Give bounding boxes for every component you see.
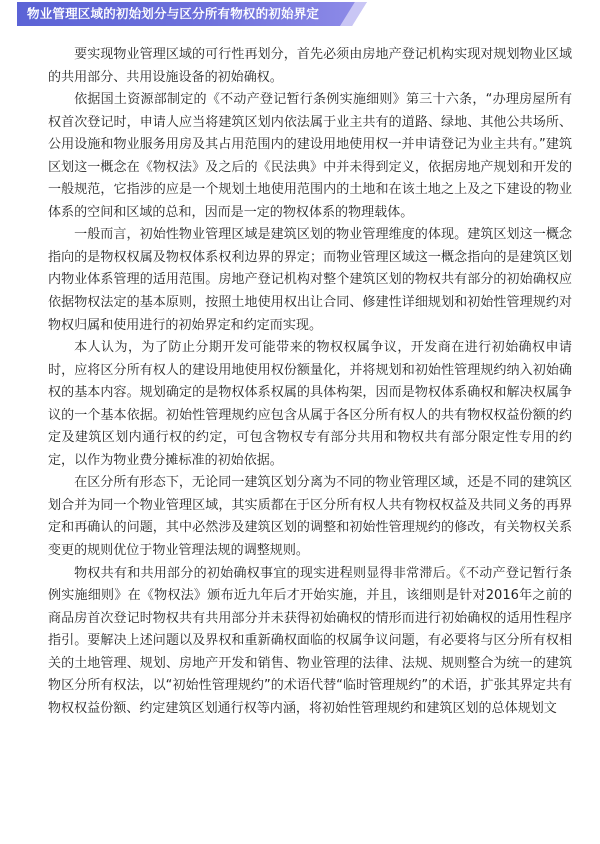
paragraph-intro: 要实现物业管理区域的可行性再划分，首先必须由房地产登记机构实现对规划物业区域的共用部分、共用设施设备的初始确权。 [48, 47, 572, 85]
article-body [48, 44, 572, 720]
paragraph-regulation: 依据国土资源部制定的《不动产登记暂行条例实施细则》第三十六条，“办理房屋所有权首次登记时，申请人应当将建筑区划内依法属于业主共有的道路、绿地、其他公共场所、公用设施和物业服务用房及其占用范围内的建设用地使用权一并申请登记为业主共有。”建筑区划这一概念在《物权法》及之后的《民法典》中并未得到定义，依据房地产规划和开发的一般规范，它指涉的应是一个规划土地使用范围内的土地和在该土地之上及之下建设的物业体系的空间和区域的总和，因而是一定的物权体系的物理载体。 [48, 92, 572, 220]
paragraph-progress: 物权共有和共用部分的初始确权事宜的现实进程则显得非常滞后。《不动产登记暂行条例实施细则》在《物权法》颁布近九年后才开始实施，并且，该细则是针对2016年之前的商品房首次登记时物权共有共用部分并未获得初始确权的情形而进行初始确权的适用性程序指引。要解决上述问题以及界权和重新确权面临的权属争议问题，有必要将与区分所有权相关的土地管理、规划、房地产开发和销售、物业管理的法律、法规、规则整合为统一的建筑物区分所有权法，以“初始性管理规约”的术语代替“临时管理规约”的术语，扩张其界定共有物权权益份额、约定建筑区划通行权等内涵，将初始性管理规约和建筑区划的总体规划文 [48, 565, 572, 716]
section-header [17, 2, 367, 26]
paragraph-division: 在区分所有形态下，无论同一建筑区划分离为不同的物业管理区域，还是不同的建筑区划合并为同一个物业管理区域，其实质都在于区分所有权人共有物权权益及共同义务的再界定和再确认的问题，其中必然涉及建筑区划的调整和初始性管理规约的修改，有关物权关系变更的规则优位于物业管理法规的调整规则。 [48, 475, 572, 559]
section-title: 物业管理区域的初始划分与区分所有物权的初始界定 [27, 6, 320, 21]
paragraph-general: 一般而言，初始性物业管理区域是建筑区划的物业管理维度的体现。建筑区划这一概念指向的是物权权属及物权体系权利边界的界定；而物业管理区域这一概念指向的是建筑区划内物业体系管理的适用范围。房地产登记机构对整个建筑区划的物权共有部分的初始确权应依据物权法定的基本原则，按照土地使用权出让合同、修建性详细规划和初始性管理规约对物权归属和使用进行的初始界定和约定而实现。 [48, 227, 572, 333]
paragraph-opinion: 本人认为，为了防止分期开发可能带来的物权权属争议，开发商在进行初始确权申请时，应将区分所有权人的建设用地使用权份额量化，并将规划和初始性管理规约纳入初始确权的基本内容。规划确定的是物权体系权属的具体构架，因而是物权体系确权和解决权属争议的一个基本依据。初始性管理规约应包含从属于各区分所有权人的共有物权权益份额的约定及建筑区划内通行权的约定，可包含物权专有部分共用和物权共有部分限定性专用的约定，以作为物业费分摊标准的初始依据。 [48, 340, 572, 468]
